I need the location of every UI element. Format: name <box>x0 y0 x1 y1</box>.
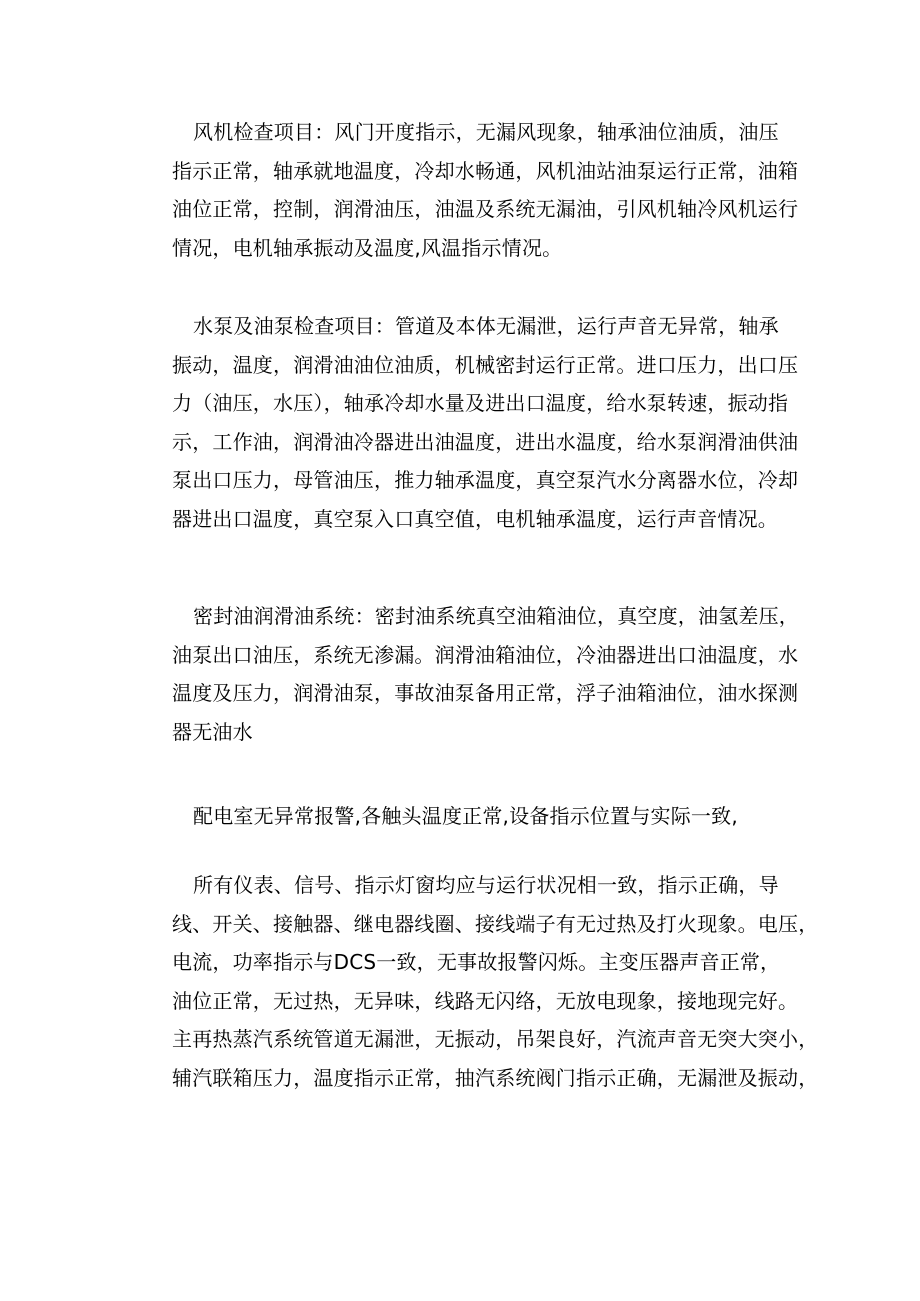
text-line: 密封油润滑油系统：密封油系统真空油箱油位，真空度，油氢差压， <box>193 604 799 628</box>
text-line: 电流，功率指示与DCS一致，无事故报警闪烁。主变压器声音正常， <box>172 950 781 975</box>
text-line: 配电室无异常报警,各触头温度正常,设备指示位置与实际一致, <box>193 804 738 828</box>
paragraph-fan-inspection <box>172 113 797 267</box>
text-line: 器进出口温度，真空泵入口真空值，电机轴承温度，运行声音情况。 <box>172 506 778 531</box>
text-line: 线、开关、接触器、继电器线圈、接线端子有无过热及打火现象。电压， <box>172 911 819 936</box>
text-line: 风机检查项目：风门开度指示，无漏风现象，轴承油位油质，油压 <box>193 120 779 144</box>
paragraph-instruments-electrical <box>172 866 819 1098</box>
text-line: 泵出口压力，母管油压，推力轴承温度，真空泵汽水分离器水位，冷却 <box>172 468 799 493</box>
text-line: 主再热蒸汽系统管道无漏泄，无振动，吊架良好，汽流声音无突大突小， <box>172 1027 819 1052</box>
text-line: 油泵出口油压，系统无渗漏。润滑油箱油位，冷油器进出口油温度，水 <box>172 642 799 667</box>
text-line: 水泵及油泵检查项目：管道及本体无漏泄，运行声音无异常，轴承 <box>193 314 779 338</box>
text-line: 所有仪表、信号、指示灯窗均应与运行状况相一致，指示正确，导 <box>193 873 779 897</box>
text-line: 油位正常，控制，润滑油压，油温及系统无漏油，引风机轴冷风机运行 <box>172 197 799 222</box>
paragraph-distribution-room <box>172 797 797 836</box>
text-line: 指示正常，轴承就地温度，冷却水畅通，风机油站油泵运行正常，油箱 <box>172 158 799 183</box>
text-line: 情况，电机轴承振动及温度,风温指示情况。 <box>172 235 563 260</box>
text-line: 器无油水 <box>172 719 253 744</box>
text-line: 辅汽联箱压力，温度指示正常，抽汽系统阀门指示正确，无漏泄及振动， <box>172 1065 819 1090</box>
text-line: 油位正常，无过热，无异味，线路无闪络，无放电现象，接地现完好。 <box>172 988 799 1013</box>
text-line: 示，工作油，润滑油冷器进出油温度，进出水温度，给水泵润滑油供油 <box>172 429 799 454</box>
text-line: 力（油压，水压），轴承冷却水量及进出口温度，给水泵转速，振动指 <box>172 391 789 416</box>
text-line: 振动，温度，润滑油油位油质，机械密封运行正常。进口压力，出口压 <box>172 352 799 377</box>
paragraph-pump-inspection <box>172 307 797 539</box>
paragraph-seal-oil-system <box>172 597 797 751</box>
text-line: 温度及压力，润滑油泵，事故油泵备用正常，浮子油箱油位，油水探测 <box>172 681 799 706</box>
